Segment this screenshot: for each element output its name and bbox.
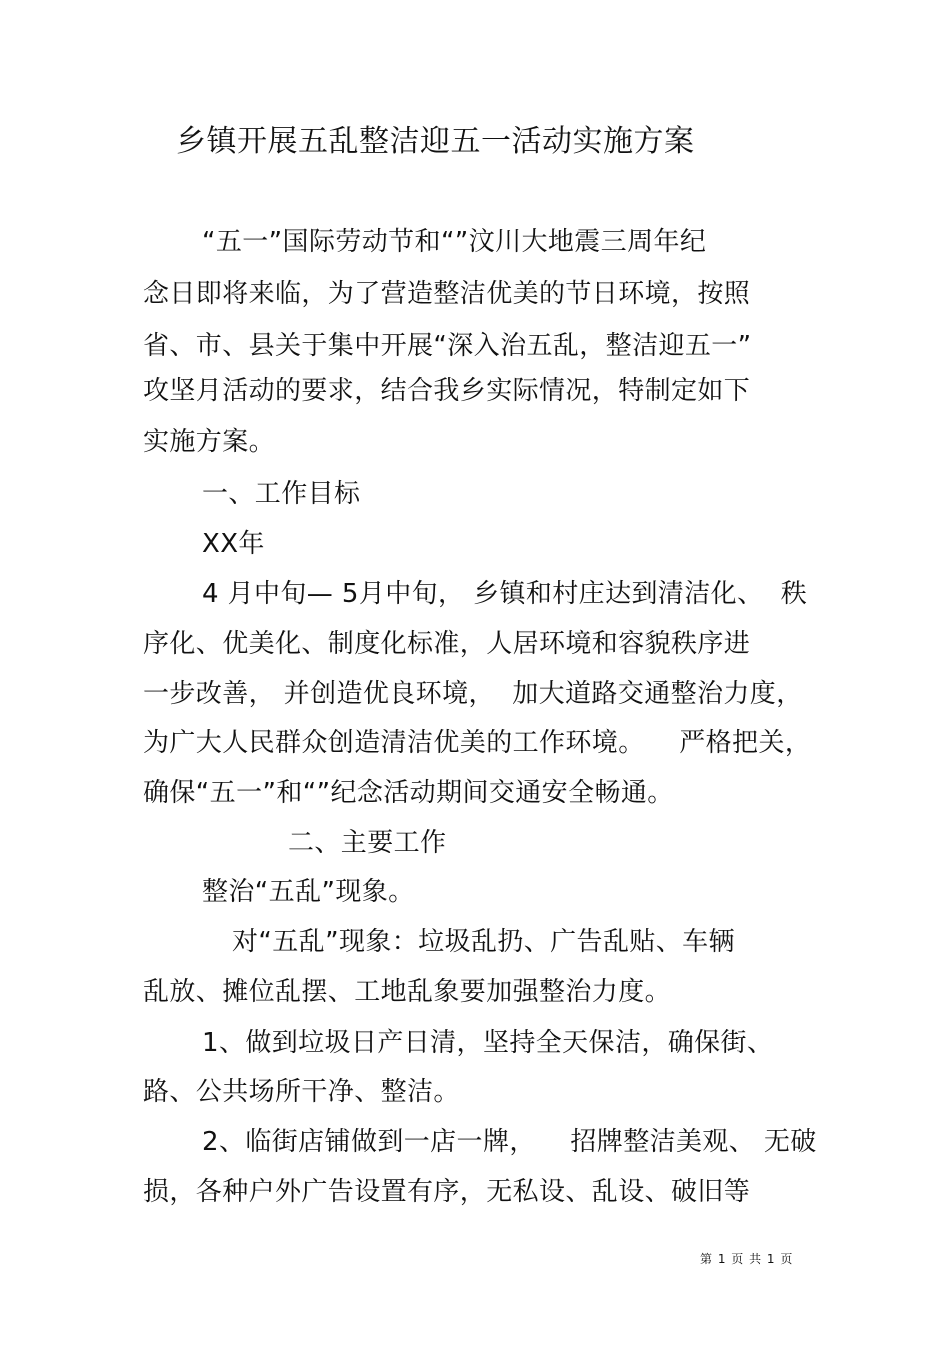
paragraph-line: 乱放、摊位乱摆、工地乱象要加强整治力度。 [143, 977, 672, 1007]
paragraph-line: 念日即将来临，为了营造整洁优美的节日环境，按照 [143, 279, 751, 309]
paragraph-line: 确保“五一”和“”纪念活动期间交通安全畅通。 [143, 778, 674, 808]
paragraph-line: 1、做到垃圾日产日清，坚持全天保洁，确保街、 [202, 1028, 774, 1058]
page-footer: 第 1 页 共 1 页 [700, 1252, 794, 1266]
section-heading: 二、主要工作 [288, 828, 447, 858]
paragraph-line: 省、市、县关于集中开展“深入治五乱，整洁迎五一” [143, 331, 752, 361]
paragraph-line: 4 月中旬— 5月中旬， 乡镇和村庄达到清洁化、 秩 [202, 579, 808, 609]
paragraph-line: 2、临街店铺做到一店一牌， 招牌整洁美观、 无破 [202, 1127, 817, 1157]
paragraph-line: 路、公共场所干净、整洁。 [143, 1077, 460, 1107]
paragraph-line: 对“五乱”现象：垃圾乱扔、广告乱贴、车辆 [232, 927, 735, 957]
paragraph-line: 实施方案。 [143, 427, 276, 457]
paragraph-line: 一步改善， 并创造优良环境， 加大道路交通整治力度， [143, 679, 803, 709]
paragraph-line: XX年 [202, 529, 265, 559]
paragraph-line: 整治“五乱”现象。 [202, 877, 415, 907]
paragraph-line: 攻坚月活动的要求，结合我乡实际情况，特制定如下 [143, 376, 751, 406]
document-title: 乡镇开展五乱整洁迎五一活动实施方案 [176, 124, 695, 159]
section-heading: 一、工作目标 [202, 479, 361, 509]
paragraph-line: 序化、优美化、制度化标准，人居环境和容貌秩序进 [143, 629, 751, 659]
paragraph-line: “五一”国际劳动节和“”汶川大地震三周年纪 [202, 227, 707, 257]
paragraph-line: 损，各种户外广告设置有序，无私设、乱设、破旧等 [143, 1177, 751, 1207]
paragraph-line: 为广大人民群众创造清洁优美的工作环境。 严格把关， [143, 728, 812, 758]
